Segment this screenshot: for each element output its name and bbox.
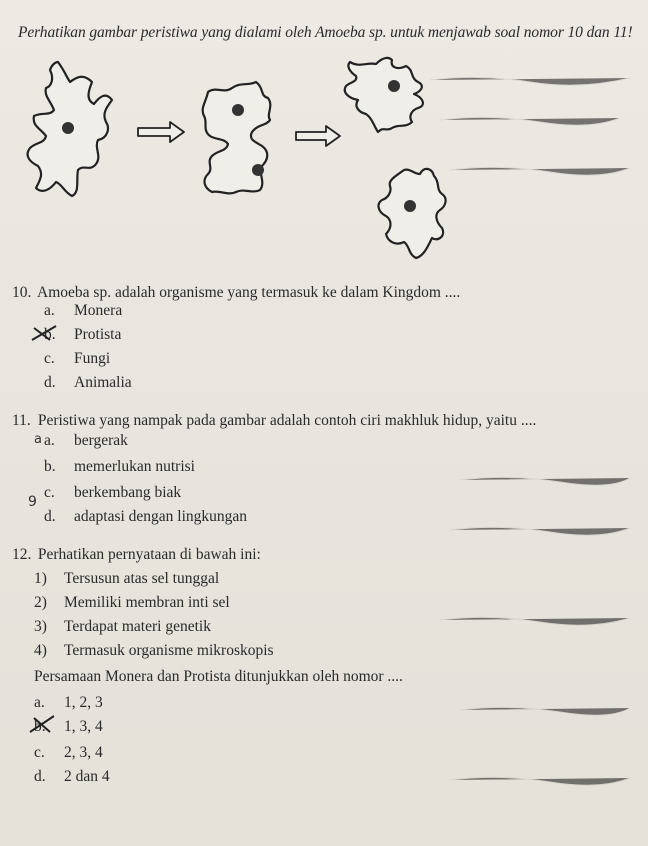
instruction-text: Perhatikan gambar peristiwa yang dialami oleh Amoeba sp. untuk menjawab soal nomor 10 dan 11! <box>18 24 633 41</box>
nucleus <box>232 104 244 116</box>
handwritten-mark: a <box>34 432 42 447</box>
option-d[interactable]: d. 2 dan 4 <box>34 768 110 785</box>
cross-mark-icon <box>28 322 62 344</box>
option-b[interactable]: b. Protista <box>44 326 122 343</box>
arrow-right-icon <box>138 122 184 142</box>
nucleus <box>252 164 264 176</box>
amoeba-daughter-top <box>345 58 423 132</box>
option-d[interactable]: d. adaptasi dengan lingkungan <box>44 508 248 525</box>
option-d[interactable]: d. Animalia <box>44 374 132 391</box>
question-number: 10. <box>12 284 32 301</box>
question-prompt: Persamaan Monera dan Protista ditunjukkan oleh nomor .... <box>34 668 403 685</box>
handwritten-mark: 9 <box>28 494 37 510</box>
statement-4: 4) Termasuk organisme mikroskopis <box>34 642 274 659</box>
nucleus <box>62 122 74 134</box>
option-c[interactable]: c. 2, 3, 4 <box>34 744 103 761</box>
amoeba-fission-figure <box>20 52 460 274</box>
option-c[interactable]: c. berkembang biak <box>44 484 182 501</box>
question-text: Peristiwa yang nampak pada gambar adalah contoh ciri makhluk hidup, yaitu .... <box>37 412 537 429</box>
option-c[interactable]: c. Fungi <box>44 350 111 367</box>
question-text: Perhatikan pernyataan di bawah ini: <box>37 546 261 563</box>
nucleus <box>388 80 400 92</box>
option-b[interactable]: b. 1, 3, 4 <box>34 718 103 735</box>
option-a[interactable]: a. 1, 2, 3 <box>34 694 103 711</box>
statement-1: 1) Tersusun atas sel tunggal <box>34 570 220 587</box>
arrow-right-icon <box>296 126 340 146</box>
question-number: 11. <box>12 412 31 429</box>
question-text: Amoeba sp. adalah organisme yang termasuk ke dalam Kingdom .... <box>37 284 461 301</box>
question-12 <box>12 546 261 564</box>
question-10 <box>12 284 460 302</box>
amoeba-dividing <box>203 82 271 193</box>
option-a[interactable]: a. Monera <box>44 302 123 319</box>
option-b[interactable]: b. memerlukan nutrisi <box>44 458 195 475</box>
statement-2: 2) Memiliki membran inti sel <box>34 594 230 611</box>
statement-3: 3) Terdapat materi genetik <box>34 618 211 635</box>
nucleus <box>404 200 416 212</box>
cross-mark-icon <box>26 712 60 736</box>
option-a[interactable]: a. bergerak <box>44 432 128 449</box>
question-number: 12. <box>12 546 32 563</box>
bleed-through-texture <box>420 60 640 840</box>
